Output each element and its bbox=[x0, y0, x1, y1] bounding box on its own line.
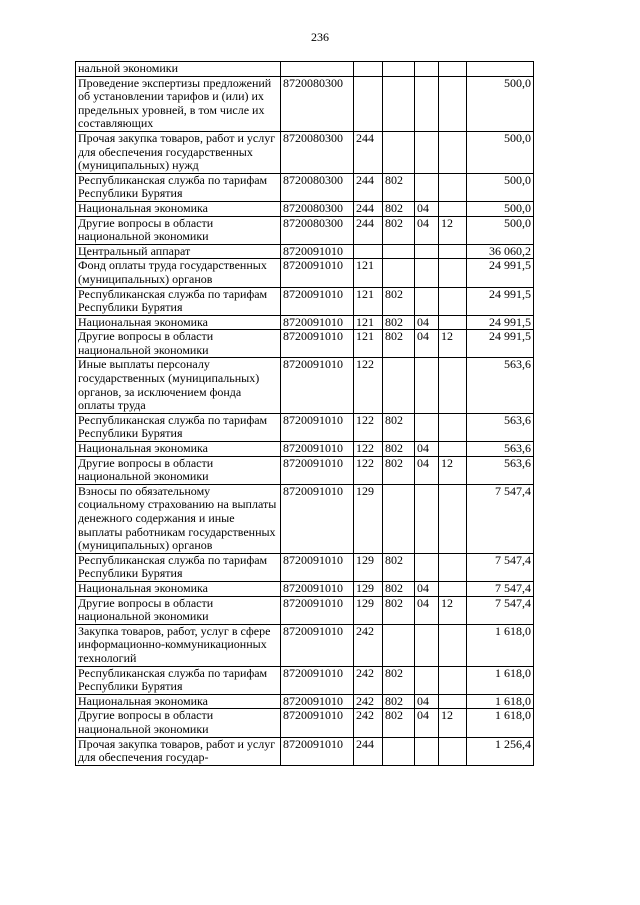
subsection-code-cell bbox=[439, 244, 467, 259]
row-name-cell: Иные выплаты персоналу государственных (муниципальных) органов, за исключением фонда оплаты труда bbox=[76, 358, 281, 413]
section-code-cell: 04 bbox=[415, 456, 439, 484]
row-name-cell: Закупка товаров, работ, услуг в сфере информационно-коммуникационных технологий bbox=[76, 624, 281, 666]
section-code-cell bbox=[415, 413, 439, 441]
subsection-code-cell bbox=[439, 553, 467, 581]
administrator-code-cell: 802 bbox=[383, 666, 415, 694]
amount-cell: 7 547,4 bbox=[467, 553, 534, 581]
section-code-cell bbox=[415, 358, 439, 413]
target-article-code-cell: 8720091010 bbox=[281, 259, 354, 287]
amount-cell: 7 547,4 bbox=[467, 484, 534, 553]
subsection-code-cell bbox=[439, 413, 467, 441]
table-row bbox=[76, 76, 534, 131]
administrator-code-cell: 802 bbox=[383, 596, 415, 624]
section-code-cell: 04 bbox=[415, 330, 439, 358]
expense-type-code-cell: 242 bbox=[354, 709, 383, 737]
subsection-code-cell bbox=[439, 62, 467, 77]
row-name-cell: Взносы по обязательному социальному страхованию на выплаты денежного содержания и иные выплаты работникам государственных (муниципальных) органов bbox=[76, 484, 281, 553]
budget-table-body bbox=[76, 62, 534, 766]
subsection-code-cell: 12 bbox=[439, 596, 467, 624]
row-name-cell: Национальная экономика bbox=[76, 315, 281, 330]
subsection-code-cell bbox=[439, 737, 467, 765]
expense-type-code-cell: 121 bbox=[354, 315, 383, 330]
table-row bbox=[76, 484, 534, 553]
subsection-code-cell bbox=[439, 315, 467, 330]
expense-type-code-cell: 244 bbox=[354, 201, 383, 216]
subsection-code-cell bbox=[439, 358, 467, 413]
target-article-code-cell: 8720080300 bbox=[281, 173, 354, 201]
amount-cell: 563,6 bbox=[467, 442, 534, 457]
table-row bbox=[76, 287, 534, 315]
section-code-cell: 04 bbox=[415, 442, 439, 457]
section-code-cell bbox=[415, 737, 439, 765]
target-article-code-cell: 8720080300 bbox=[281, 216, 354, 244]
row-name-cell: Национальная экономика bbox=[76, 581, 281, 596]
administrator-code-cell bbox=[383, 737, 415, 765]
subsection-code-cell bbox=[439, 442, 467, 457]
administrator-code-cell: 802 bbox=[383, 709, 415, 737]
row-name-cell: Центральный аппарат bbox=[76, 244, 281, 259]
target-article-code-cell: 8720091010 bbox=[281, 596, 354, 624]
expense-type-code-cell: 121 bbox=[354, 330, 383, 358]
table-row bbox=[76, 624, 534, 666]
table-row bbox=[76, 666, 534, 694]
subsection-code-cell bbox=[439, 484, 467, 553]
row-name-cell: Национальная экономика bbox=[76, 201, 281, 216]
row-name-cell: Республиканская служба по тарифам Республики Бурятия bbox=[76, 173, 281, 201]
section-code-cell: 04 bbox=[415, 596, 439, 624]
amount-cell: 24 991,5 bbox=[467, 287, 534, 315]
expense-type-code-cell bbox=[354, 62, 383, 77]
amount-cell: 7 547,4 bbox=[467, 581, 534, 596]
row-name-cell: Прочая закупка товаров, работ и услуг для обеспечения государ- bbox=[76, 737, 281, 765]
table-row bbox=[76, 173, 534, 201]
target-article-code-cell: 8720091010 bbox=[281, 442, 354, 457]
table-row bbox=[76, 259, 534, 287]
administrator-code-cell: 802 bbox=[383, 581, 415, 596]
row-name-cell: Проведение экспертизы предложений об установлении тарифов и (или) их предельных уровней, в том числе их составляющих bbox=[76, 76, 281, 131]
section-code-cell: 04 bbox=[415, 201, 439, 216]
section-code-cell bbox=[415, 131, 439, 173]
row-name-cell: Другие вопросы в области национальной экономики bbox=[76, 456, 281, 484]
target-article-code-cell: 8720091010 bbox=[281, 456, 354, 484]
row-name-cell: нальной экономики bbox=[76, 62, 281, 77]
administrator-code-cell: 802 bbox=[383, 553, 415, 581]
section-code-cell: 04 bbox=[415, 216, 439, 244]
subsection-code-cell bbox=[439, 76, 467, 131]
section-code-cell bbox=[415, 244, 439, 259]
row-name-cell: Республиканская служба по тарифам Республики Бурятия bbox=[76, 553, 281, 581]
table-row bbox=[76, 737, 534, 765]
table-row bbox=[76, 709, 534, 737]
subsection-code-cell bbox=[439, 287, 467, 315]
table-row bbox=[76, 694, 534, 709]
administrator-code-cell bbox=[383, 484, 415, 553]
subsection-code-cell: 12 bbox=[439, 709, 467, 737]
amount-cell: 1 618,0 bbox=[467, 694, 534, 709]
administrator-code-cell: 802 bbox=[383, 315, 415, 330]
table-row bbox=[76, 330, 534, 358]
section-code-cell bbox=[415, 624, 439, 666]
expense-type-code-cell bbox=[354, 76, 383, 131]
subsection-code-cell bbox=[439, 581, 467, 596]
row-name-cell: Фонд оплаты труда государственных (муниципальных) органов bbox=[76, 259, 281, 287]
target-article-code-cell: 8720091010 bbox=[281, 666, 354, 694]
target-article-code-cell: 8720091010 bbox=[281, 484, 354, 553]
subsection-code-cell: 12 bbox=[439, 456, 467, 484]
budget-table bbox=[75, 61, 534, 766]
table-row bbox=[76, 596, 534, 624]
target-article-code-cell: 8720091010 bbox=[281, 413, 354, 441]
target-article-code-cell: 8720091010 bbox=[281, 330, 354, 358]
amount-cell: 563,6 bbox=[467, 358, 534, 413]
administrator-code-cell: 802 bbox=[383, 330, 415, 358]
expense-type-code-cell: 121 bbox=[354, 259, 383, 287]
administrator-code-cell: 802 bbox=[383, 287, 415, 315]
expense-type-code-cell: 242 bbox=[354, 666, 383, 694]
row-name-cell: Другие вопросы в области национальной экономики bbox=[76, 709, 281, 737]
row-name-cell: Республиканская служба по тарифам Республики Бурятия bbox=[76, 413, 281, 441]
expense-type-code-cell: 121 bbox=[354, 287, 383, 315]
target-article-code-cell: 8720091010 bbox=[281, 244, 354, 259]
administrator-code-cell: 802 bbox=[383, 173, 415, 201]
section-code-cell bbox=[415, 76, 439, 131]
amount-cell: 7 547,4 bbox=[467, 596, 534, 624]
target-article-code-cell bbox=[281, 62, 354, 77]
table-row bbox=[76, 216, 534, 244]
row-name-cell: Национальная экономика bbox=[76, 442, 281, 457]
row-name-cell: Республиканская служба по тарифам Республики Бурятия bbox=[76, 287, 281, 315]
target-article-code-cell: 8720091010 bbox=[281, 709, 354, 737]
table-row bbox=[76, 442, 534, 457]
section-code-cell bbox=[415, 666, 439, 694]
section-code-cell bbox=[415, 62, 439, 77]
target-article-code-cell: 8720091010 bbox=[281, 624, 354, 666]
table-row bbox=[76, 244, 534, 259]
subsection-code-cell: 12 bbox=[439, 330, 467, 358]
target-article-code-cell: 8720091010 bbox=[281, 694, 354, 709]
expense-type-code-cell: 122 bbox=[354, 413, 383, 441]
subsection-code-cell bbox=[439, 624, 467, 666]
table-row bbox=[76, 358, 534, 413]
expense-type-code-cell: 244 bbox=[354, 216, 383, 244]
subsection-code-cell bbox=[439, 201, 467, 216]
row-name-cell: Прочая закупка товаров, работ и услуг для обеспечения государственных (муниципальных) нужд bbox=[76, 131, 281, 173]
amount-cell: 500,0 bbox=[467, 216, 534, 244]
target-article-code-cell: 8720080300 bbox=[281, 201, 354, 216]
administrator-code-cell: 802 bbox=[383, 216, 415, 244]
section-code-cell bbox=[415, 173, 439, 201]
administrator-code-cell bbox=[383, 131, 415, 173]
administrator-code-cell bbox=[383, 358, 415, 413]
table-row bbox=[76, 315, 534, 330]
row-name-cell: Другие вопросы в области национальной экономики bbox=[76, 216, 281, 244]
administrator-code-cell: 802 bbox=[383, 442, 415, 457]
subsection-code-cell bbox=[439, 173, 467, 201]
amount-cell: 1 618,0 bbox=[467, 666, 534, 694]
table-row bbox=[76, 62, 534, 77]
expense-type-code-cell: 129 bbox=[354, 484, 383, 553]
amount-cell: 24 991,5 bbox=[467, 259, 534, 287]
amount-cell: 500,0 bbox=[467, 201, 534, 216]
amount-cell: 1 618,0 bbox=[467, 709, 534, 737]
expense-type-code-cell: 129 bbox=[354, 581, 383, 596]
amount-cell: 500,0 bbox=[467, 173, 534, 201]
administrator-code-cell: 802 bbox=[383, 456, 415, 484]
expense-type-code-cell bbox=[354, 244, 383, 259]
table-row bbox=[76, 456, 534, 484]
administrator-code-cell bbox=[383, 76, 415, 131]
administrator-code-cell: 802 bbox=[383, 694, 415, 709]
administrator-code-cell: 802 bbox=[383, 413, 415, 441]
expense-type-code-cell: 122 bbox=[354, 456, 383, 484]
subsection-code-cell bbox=[439, 666, 467, 694]
subsection-code-cell bbox=[439, 259, 467, 287]
table-row bbox=[76, 201, 534, 216]
row-name-cell: Другие вопросы в области национальной экономики bbox=[76, 596, 281, 624]
amount-cell: 1 256,4 bbox=[467, 737, 534, 765]
amount-cell bbox=[467, 62, 534, 77]
subsection-code-cell bbox=[439, 131, 467, 173]
administrator-code-cell: 802 bbox=[383, 201, 415, 216]
target-article-code-cell: 8720091010 bbox=[281, 315, 354, 330]
section-code-cell: 04 bbox=[415, 315, 439, 330]
table-row bbox=[76, 131, 534, 173]
row-name-cell: Другие вопросы в области национальной экономики bbox=[76, 330, 281, 358]
section-code-cell bbox=[415, 287, 439, 315]
subsection-code-cell bbox=[439, 694, 467, 709]
row-name-cell: Национальная экономика bbox=[76, 694, 281, 709]
expense-type-code-cell: 242 bbox=[354, 694, 383, 709]
administrator-code-cell bbox=[383, 624, 415, 666]
administrator-code-cell bbox=[383, 62, 415, 77]
section-code-cell: 04 bbox=[415, 709, 439, 737]
target-article-code-cell: 8720091010 bbox=[281, 553, 354, 581]
target-article-code-cell: 8720091010 bbox=[281, 287, 354, 315]
administrator-code-cell bbox=[383, 244, 415, 259]
amount-cell: 24 991,5 bbox=[467, 315, 534, 330]
amount-cell: 500,0 bbox=[467, 131, 534, 173]
target-article-code-cell: 8720091010 bbox=[281, 358, 354, 413]
target-article-code-cell: 8720080300 bbox=[281, 76, 354, 131]
expense-type-code-cell: 129 bbox=[354, 553, 383, 581]
page-number: 236 bbox=[311, 30, 329, 44]
amount-cell: 563,6 bbox=[467, 413, 534, 441]
expense-type-code-cell: 244 bbox=[354, 173, 383, 201]
row-name-cell: Республиканская служба по тарифам Республики Бурятия bbox=[76, 666, 281, 694]
administrator-code-cell bbox=[383, 259, 415, 287]
section-code-cell bbox=[415, 259, 439, 287]
section-code-cell: 04 bbox=[415, 694, 439, 709]
expense-type-code-cell: 244 bbox=[354, 131, 383, 173]
expense-type-code-cell: 122 bbox=[354, 442, 383, 457]
section-code-cell bbox=[415, 484, 439, 553]
target-article-code-cell: 8720080300 bbox=[281, 131, 354, 173]
table-row bbox=[76, 413, 534, 441]
table-row bbox=[76, 581, 534, 596]
section-code-cell bbox=[415, 553, 439, 581]
amount-cell: 1 618,0 bbox=[467, 624, 534, 666]
amount-cell: 563,6 bbox=[467, 456, 534, 484]
table-row bbox=[76, 553, 534, 581]
amount-cell: 24 991,5 bbox=[467, 330, 534, 358]
expense-type-code-cell: 242 bbox=[354, 624, 383, 666]
expense-type-code-cell: 244 bbox=[354, 737, 383, 765]
subsection-code-cell: 12 bbox=[439, 216, 467, 244]
target-article-code-cell: 8720091010 bbox=[281, 581, 354, 596]
amount-cell: 500,0 bbox=[467, 76, 534, 131]
expense-type-code-cell: 129 bbox=[354, 596, 383, 624]
section-code-cell: 04 bbox=[415, 581, 439, 596]
expense-type-code-cell: 122 bbox=[354, 358, 383, 413]
target-article-code-cell: 8720091010 bbox=[281, 737, 354, 765]
amount-cell: 36 060,2 bbox=[467, 244, 534, 259]
